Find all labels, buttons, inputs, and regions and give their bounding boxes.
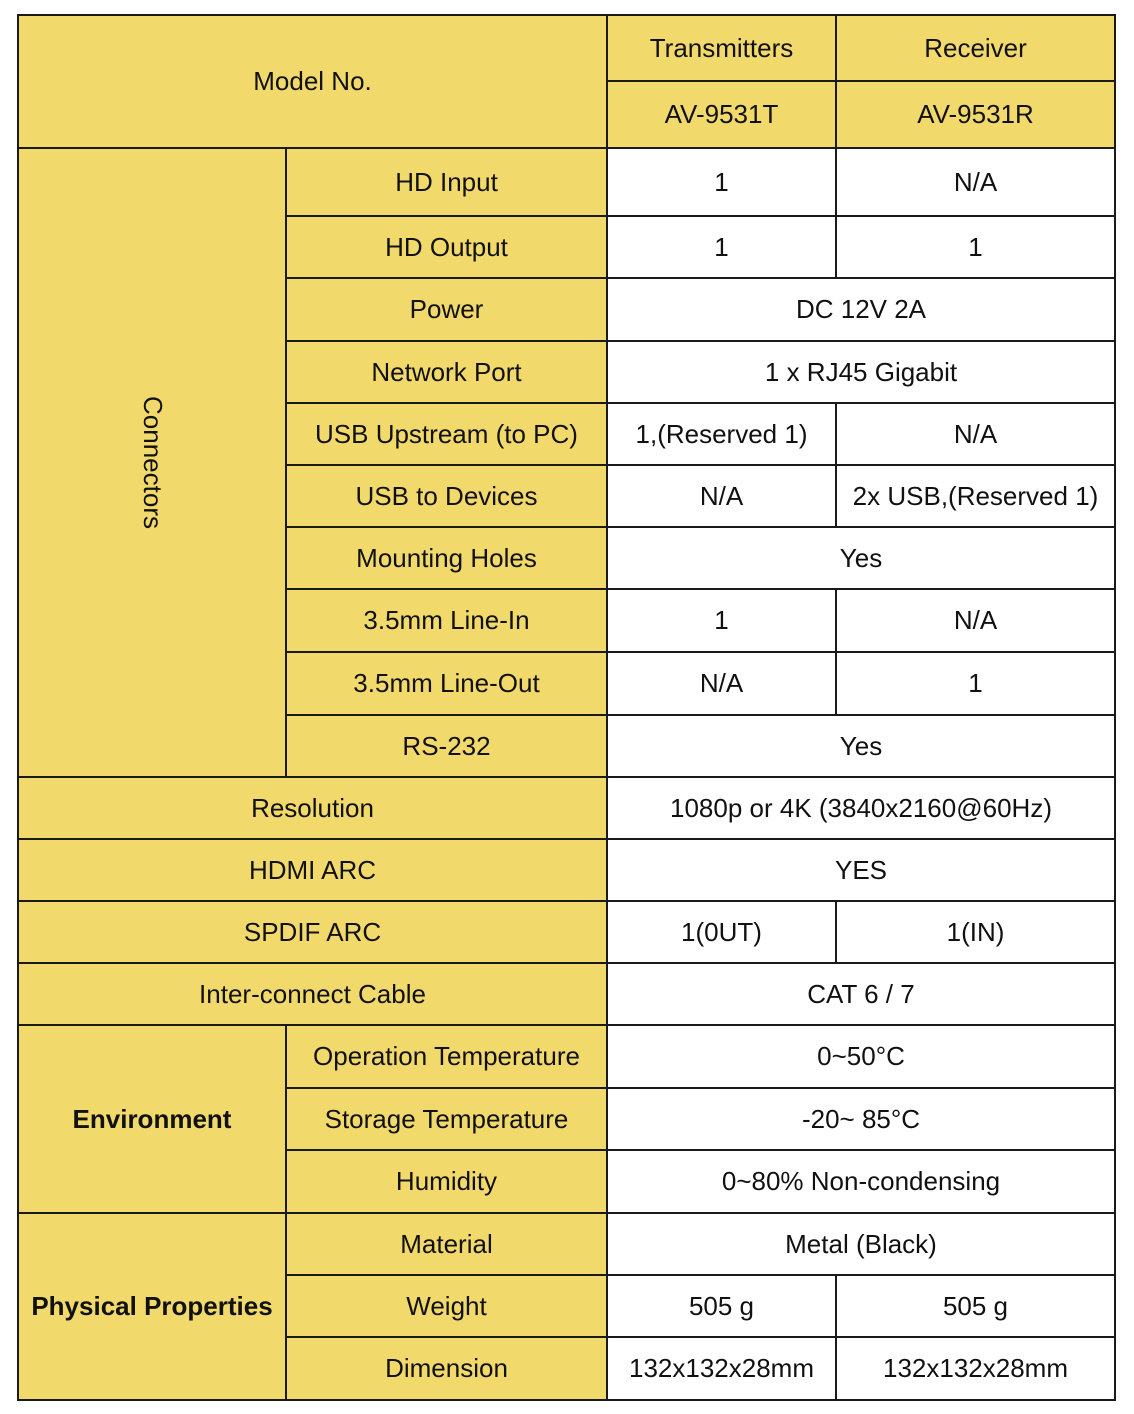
receiver-header: Receiver: [836, 15, 1115, 81]
row-label: RS-232: [286, 715, 607, 777]
shared-value: 0~50°C: [607, 1025, 1115, 1088]
transmitter-value: 1,(Reserved 1): [607, 403, 836, 465]
transmitter-model: AV-9531T: [607, 81, 836, 148]
receiver-value: 132x132x28mm: [836, 1337, 1115, 1400]
row-label: HD Output: [286, 216, 607, 278]
receiver-model: AV-9531R: [836, 81, 1115, 148]
row-label: Storage Temperature: [286, 1088, 607, 1150]
shared-value: YES: [607, 839, 1115, 901]
row-label: Network Port: [286, 341, 607, 403]
receiver-value: 2x USB,(Reserved 1): [836, 465, 1115, 527]
row-label: HDMI ARC: [18, 839, 607, 901]
transmitter-value: 132x132x28mm: [607, 1337, 836, 1400]
receiver-value: 1: [836, 216, 1115, 278]
row-label: Mounting Holes: [286, 527, 607, 589]
transmitter-header: Transmitters: [607, 15, 836, 81]
table-row: [18, 839, 1115, 901]
shared-value: 0~80% Non-condensing: [607, 1150, 1115, 1213]
shared-value: 1080p or 4K (3840x2160@60Hz): [607, 777, 1115, 839]
table-row: [18, 901, 1115, 963]
row-label: Dimension: [286, 1337, 607, 1400]
connectors-label: Connectors: [137, 396, 168, 529]
table-row: [18, 777, 1115, 839]
physical-group-label: Physical Properties: [18, 1213, 286, 1400]
row-label: USB to Devices: [286, 465, 607, 527]
row-label: Material: [286, 1213, 607, 1275]
transmitter-value: 1(0UT): [607, 901, 836, 963]
receiver-value: N/A: [836, 403, 1115, 465]
row-label: Power: [286, 278, 607, 341]
model-label: Model No.: [18, 15, 607, 148]
row-label: Inter-connect Cable: [18, 963, 607, 1025]
receiver-value: N/A: [836, 589, 1115, 652]
receiver-value: 1: [836, 652, 1115, 715]
table-row: [18, 1025, 1115, 1088]
shared-value: Yes: [607, 527, 1115, 589]
shared-value: CAT 6 / 7: [607, 963, 1115, 1025]
header-row-titles: [18, 15, 1115, 81]
transmitter-value: 1: [607, 148, 836, 216]
connectors-group-label: [18, 148, 286, 777]
transmitter-value: 1: [607, 589, 836, 652]
transmitter-value: 505 g: [607, 1275, 836, 1337]
environment-group-label: Environment: [18, 1025, 286, 1213]
table-row: [18, 963, 1115, 1025]
transmitter-value: N/A: [607, 652, 836, 715]
row-label: Operation Temperature: [286, 1025, 607, 1088]
spec-table: [17, 14, 1116, 1401]
receiver-value: 1(IN): [836, 901, 1115, 963]
shared-value: Yes: [607, 715, 1115, 777]
row-label: Resolution: [18, 777, 607, 839]
shared-value: Metal (Black): [607, 1213, 1115, 1275]
row-label: HD Input: [286, 148, 607, 216]
transmitter-value: N/A: [607, 465, 836, 527]
row-label: USB Upstream (to PC): [286, 403, 607, 465]
row-label: Humidity: [286, 1150, 607, 1213]
shared-value: -20~ 85°C: [607, 1088, 1115, 1150]
row-label: SPDIF ARC: [18, 901, 607, 963]
receiver-value: N/A: [836, 148, 1115, 216]
shared-value: 1 x RJ45 Gigabit: [607, 341, 1115, 403]
transmitter-value: 1: [607, 216, 836, 278]
table-row: [18, 1213, 1115, 1275]
table-row: [18, 148, 1115, 216]
shared-value: DC 12V 2A: [607, 278, 1115, 341]
row-label: 3.5mm Line-In: [286, 589, 607, 652]
row-label: Weight: [286, 1275, 607, 1337]
row-label: 3.5mm Line-Out: [286, 652, 607, 715]
receiver-value: 505 g: [836, 1275, 1115, 1337]
